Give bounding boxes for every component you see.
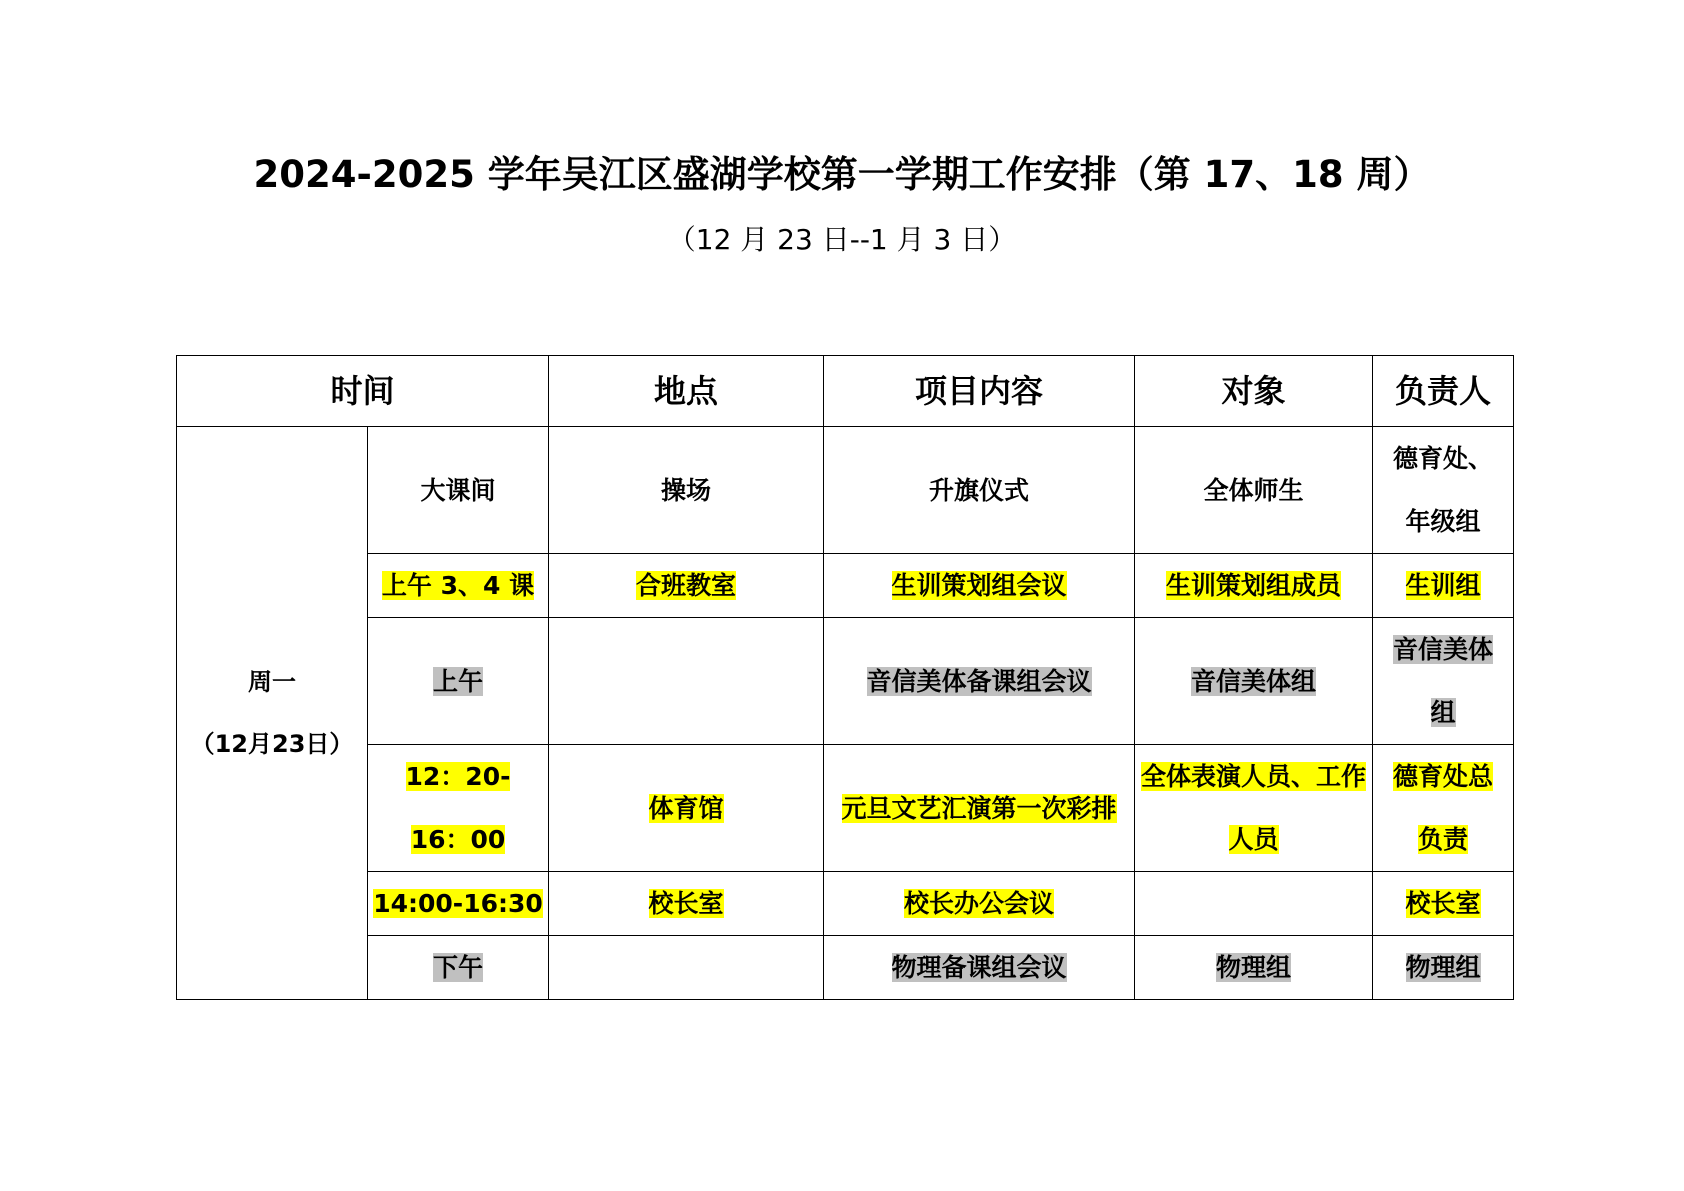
target-cell (1135, 872, 1373, 936)
owner-text: 物理组 (1405, 953, 1481, 982)
content-text: 生训策划组会议 (891, 571, 1067, 600)
owner-cell (1373, 427, 1514, 554)
header-place: 地点 (549, 356, 824, 427)
place-cell (549, 618, 824, 745)
place-text: 体育馆 (648, 793, 724, 823)
target-cell (1135, 554, 1373, 618)
day-weekday: 周一 (248, 668, 296, 696)
time-cell (368, 936, 549, 1000)
place-cell (549, 745, 824, 872)
content-text: 校长办公会议 (904, 889, 1055, 918)
table-header-row (177, 356, 1514, 427)
document-title: 2024-2025 学年吴江区盛湖学校第一学期工作安排（第 17、18 周） (253, 153, 1431, 196)
content-cell (824, 745, 1135, 872)
owner-cell (1373, 554, 1514, 618)
owner-text: 校长室 (1405, 889, 1481, 918)
owner-text: 音信美体组 (1393, 635, 1494, 727)
table-row (177, 872, 1514, 936)
content-text: 音信美体备课组会议 (866, 666, 1092, 696)
owner-cell (1373, 745, 1514, 872)
target-cell (1135, 936, 1373, 1000)
time-cell (368, 427, 549, 554)
place-text: 操场 (661, 475, 712, 505)
header-target: 对象 (1135, 356, 1373, 427)
target-cell (1135, 427, 1373, 554)
table-row (177, 618, 1514, 745)
target-text: 音信美体组 (1191, 666, 1317, 696)
content-cell (824, 618, 1135, 745)
content-text: 元旦文艺汇演第一次彩排 (841, 793, 1117, 823)
content-cell (824, 427, 1135, 554)
content-text: 物理备课组会议 (891, 953, 1067, 982)
owner-text: 生训组 (1405, 571, 1481, 600)
target-text: 全体表演人员、工作人员 (1141, 762, 1367, 854)
target-text: 物理组 (1216, 953, 1292, 982)
table-row (177, 427, 1514, 554)
target-cell (1135, 745, 1373, 872)
day-cell (177, 427, 368, 1000)
owner-cell (1373, 936, 1514, 1000)
time-cell (368, 745, 549, 872)
time-text: 上午 3、4 课 (381, 571, 535, 600)
owner-text: 德育处总负责 (1393, 762, 1494, 854)
content-cell (824, 936, 1135, 1000)
time-text: 上午 (433, 666, 484, 696)
table-row (177, 936, 1514, 1000)
owner-cell (1373, 618, 1514, 745)
table-row (177, 554, 1514, 618)
place-text: 合班教室 (636, 571, 737, 600)
content-text: 升旗仪式 (929, 475, 1030, 505)
place-cell (549, 936, 824, 1000)
target-text: 生训策划组成员 (1166, 571, 1342, 600)
time-cell (368, 872, 549, 936)
place-cell (549, 872, 824, 936)
table-row (177, 745, 1514, 872)
target-cell (1135, 618, 1373, 745)
time-text: 14:00-16:30 (373, 889, 543, 918)
time-text: 12：20-16：00 (405, 762, 511, 854)
time-text: 大课间 (420, 475, 496, 505)
place-cell (549, 427, 824, 554)
content-cell (824, 554, 1135, 618)
place-text: 校长室 (648, 889, 724, 918)
document-subtitle: （12 月 23 日--1 月 3 日） (667, 223, 1017, 256)
schedule-table (176, 355, 1514, 1000)
target-text: 全体师生 (1203, 475, 1304, 505)
owner-cell (1373, 872, 1514, 936)
place-cell (549, 554, 824, 618)
time-cell (368, 618, 549, 745)
time-cell (368, 554, 549, 618)
owner-text: 德育处、年级组 (1393, 444, 1494, 536)
time-text: 下午 (433, 953, 484, 982)
day-date: （12月23日） (190, 730, 354, 758)
header-time: 时间 (177, 356, 549, 427)
header-content: 项目内容 (824, 356, 1135, 427)
content-cell (824, 872, 1135, 936)
header-owner: 负责人 (1373, 356, 1514, 427)
